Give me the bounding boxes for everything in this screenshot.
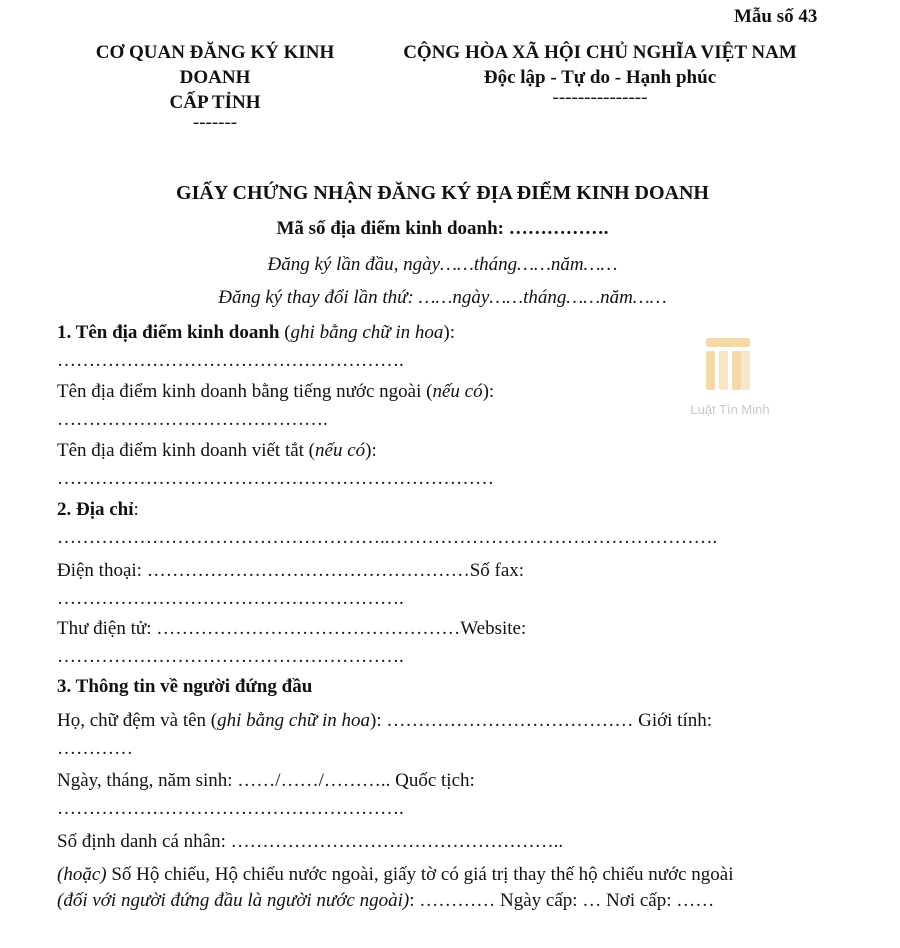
location-name-field[interactable]: ………………………………………………. xyxy=(57,350,404,371)
email-website-line[interactable]: Thư điện tử: …………………………………………Website: xyxy=(57,618,527,639)
watermark-brand-text: Luật Tín Minh xyxy=(690,402,770,417)
section-1-note-close: ): xyxy=(443,322,456,343)
passport-foreigner-note: (đối với người đứng đầu là người nước ngoài) xyxy=(57,890,410,911)
phone-fax-line[interactable]: Điện thoại: ……………………………………………Số fax: xyxy=(57,560,525,581)
passport-line-1 xyxy=(57,864,734,886)
fax-field[interactable]: ………………………………………………. xyxy=(57,588,404,609)
section-2-title: 2. Địa chỉ xyxy=(57,499,134,520)
gender-field[interactable]: ………… xyxy=(57,738,133,759)
agency-divider: ------- xyxy=(192,112,238,133)
dob-nationality-line[interactable]: Ngày, tháng, năm sinh: ……/……/……….. Quốc tịch: xyxy=(57,770,475,791)
watermark xyxy=(680,336,780,420)
full-name-line[interactable] xyxy=(57,710,712,732)
form-number: Mẫu số 43 xyxy=(734,6,818,27)
passport-text-1: Số Hộ chiếu, Hộ chiếu nước ngoài, giấy tờ có giá trị thay thế hộ chiếu nước ngoài xyxy=(106,864,734,885)
short-name-note: nếu có xyxy=(315,440,366,461)
passport-text-2: : ………… Ngày cấp: … Nơi cấp: …… xyxy=(409,890,715,911)
passport-line-2[interactable] xyxy=(57,890,714,912)
agency-line-1: CƠ QUAN ĐĂNG KÝ KINH xyxy=(95,42,335,63)
change-registration-date: Đăng ký thay đổi lần thứ: ……ngày……tháng……năm…… xyxy=(218,287,667,308)
foreign-name-close: ): xyxy=(482,381,495,402)
agency-line-2: DOANH xyxy=(179,67,251,88)
agency-line-3: CẤP TỈNH xyxy=(169,92,261,113)
personal-id-line[interactable]: Số định danh cá nhân: …………………………………………….. xyxy=(57,831,564,852)
short-name-label xyxy=(57,440,377,462)
address-field[interactable]: ……………………………………………..……………………………………………. xyxy=(57,527,718,548)
motto-divider: --------------- xyxy=(552,87,648,108)
section-2-heading xyxy=(57,499,139,521)
foreign-name-note: nếu có xyxy=(432,381,483,402)
passport-or-note: (hoặc) xyxy=(57,864,107,885)
short-name-text: Tên địa điểm kinh doanh viết tắt ( xyxy=(57,440,316,461)
full-name-rest: ): ………………………………… Giới tính: xyxy=(370,710,713,731)
section-1-note-open: ( xyxy=(279,322,291,343)
section-2-colon: : xyxy=(133,499,139,520)
brand-logo-icon xyxy=(704,336,752,392)
short-name-field[interactable]: …………………………………………………………… xyxy=(57,468,494,489)
short-name-close: ): xyxy=(365,440,377,461)
first-registration-date: Đăng ký lần đầu, ngày……tháng……năm…… xyxy=(267,254,618,275)
website-field[interactable]: ………………………………………………. xyxy=(57,646,404,667)
national-header-block xyxy=(380,40,820,106)
national-motto: Độc lập - Tự do - Hạnh phúc xyxy=(483,67,717,88)
document-title: GIẤY CHỨNG NHẬN ĐĂNG KÝ ĐỊA ĐIỂM KINH DOANH xyxy=(176,182,709,204)
issuing-agency-block xyxy=(60,40,370,131)
section-1-note: ghi bằng chữ in hoa xyxy=(290,322,444,343)
nationality-field[interactable]: ………………………………………………. xyxy=(57,798,404,819)
section-1-heading xyxy=(57,322,455,344)
foreign-name-text: Tên địa điểm kinh doanh bằng tiếng nước ngoài ( xyxy=(57,381,433,402)
section-3-heading: 3. Thông tin về người đứng đầu xyxy=(57,676,313,697)
foreign-name-label xyxy=(57,381,494,403)
country-name: CỘNG HÒA XÃ HỘI CHỦ NGHĨA VIỆT NAM xyxy=(403,42,797,63)
foreign-name-field[interactable]: ……………………………………. xyxy=(57,409,328,430)
full-name-label: Họ, chữ đệm và tên ( xyxy=(57,710,218,731)
full-name-note: ghi bằng chữ in hoa xyxy=(217,710,370,731)
section-1-title: 1. Tên địa điểm kinh doanh xyxy=(57,322,280,343)
business-location-code: Mã số địa điểm kinh doanh: ……………. xyxy=(276,218,609,239)
